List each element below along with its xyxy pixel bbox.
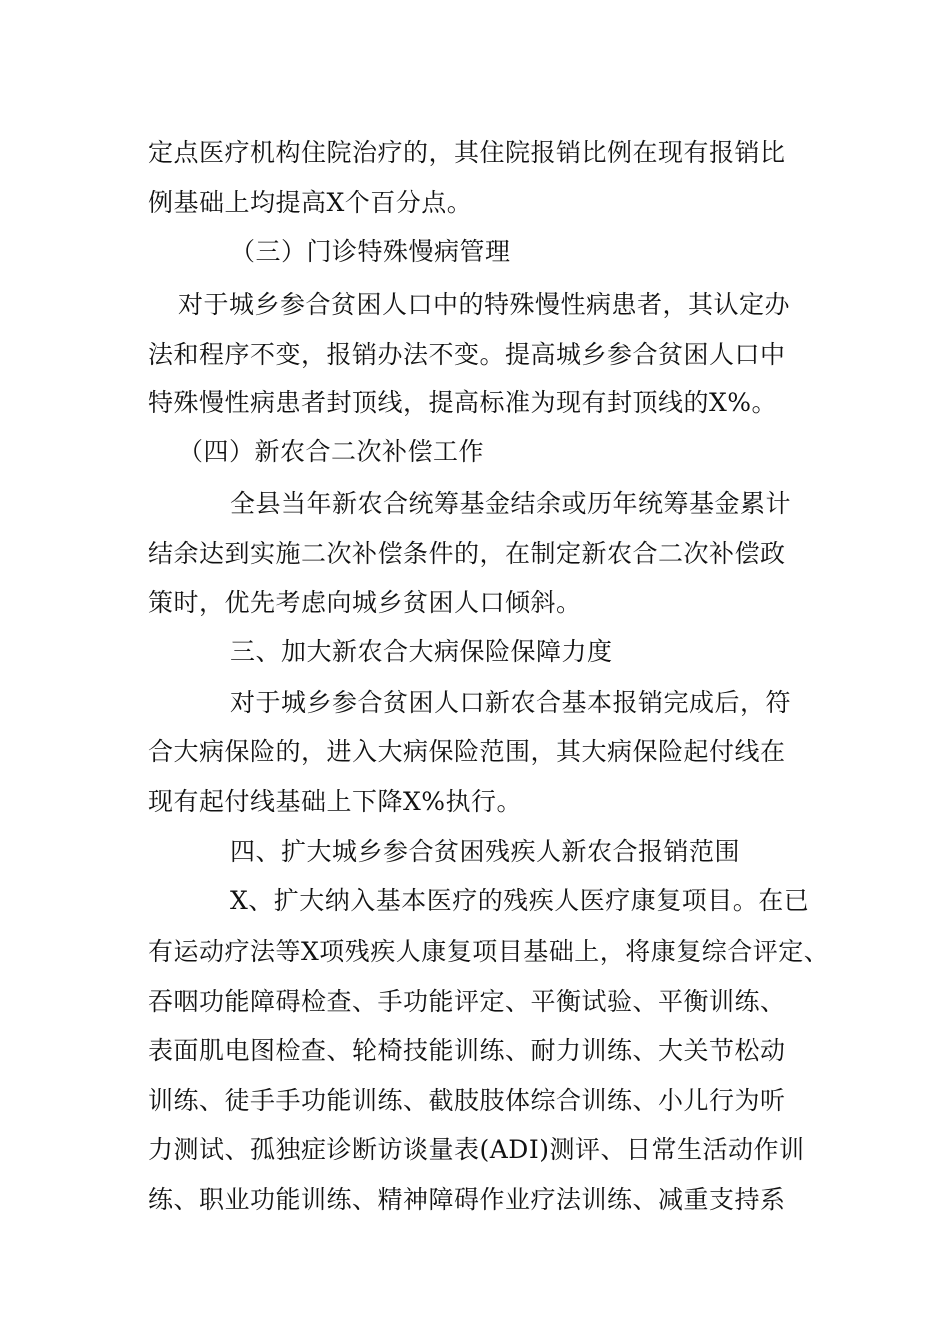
- text-line-2: 例基础上均提高X个百分点。: [148, 188, 473, 217]
- text-line-21: 力测试、孤独症诊断访谈量表(ADI)测评、日常生活动作训: [148, 1135, 805, 1164]
- text-line-6: 特殊慢性病患者封顶线，提高标准为现有封顶线的X%。: [148, 388, 778, 417]
- text-line-12: 对于城乡参合贫困人口新农合基本报销完成后，符: [230, 688, 792, 717]
- text-line-22: 练、职业功能训练、精神障碍作业疗法训练、减重支持系: [148, 1185, 786, 1214]
- text-line-8: 全县当年新农合统筹基金结余或历年统筹基金累计: [230, 489, 792, 518]
- text-line-9: 结余达到实施二次补偿条件的，在制定新农合二次补偿政: [148, 539, 786, 568]
- section-heading-4: （四）新农合二次补偿工作: [178, 437, 485, 466]
- text-line-18: 吞咽功能障碍检查、手功能评定、平衡试验、平衡训练、: [148, 987, 786, 1016]
- text-line-19: 表面肌电图检查、轮椅技能训练、耐力训练、大关节松动: [148, 1036, 786, 1065]
- section-heading-three: 三、加大新农合大病保险保障力度: [230, 637, 613, 666]
- text-line-16: X、扩大纳入基本医疗的残疾人医疗康复项目。在已: [230, 886, 810, 915]
- text-line-20: 训练、徒手手功能训练、截肢肢体综合训练、小儿行为听: [148, 1086, 786, 1115]
- text-line-5: 法和程序不变，报销办法不变。提高城乡参合贫困人口中: [148, 340, 786, 369]
- text-line-14: 现有起付线基础上下降X%执行。: [148, 787, 523, 816]
- text-line-10: 策时，优先考虑向城乡贫困人口倾斜。: [148, 588, 582, 617]
- text-line-1: 定点医疗机构住院治疗的，其住院报销比例在现有报销比: [148, 138, 786, 167]
- text-line-4: 对于城乡参合贫困人口中的特殊慢性病患者，其认定办: [178, 290, 791, 319]
- text-line-17: 有运动疗法等X项残疾人康复项目基础上，将康复综合评定、: [148, 937, 830, 966]
- section-heading-3: （三）门诊特殊慢病管理: [230, 237, 511, 266]
- text-line-13: 合大病保险的，进入大病保险范围，其大病保险起付线在: [148, 737, 786, 766]
- section-heading-four: 四、扩大城乡参合贫困残疾人新农合报销范围: [230, 837, 741, 866]
